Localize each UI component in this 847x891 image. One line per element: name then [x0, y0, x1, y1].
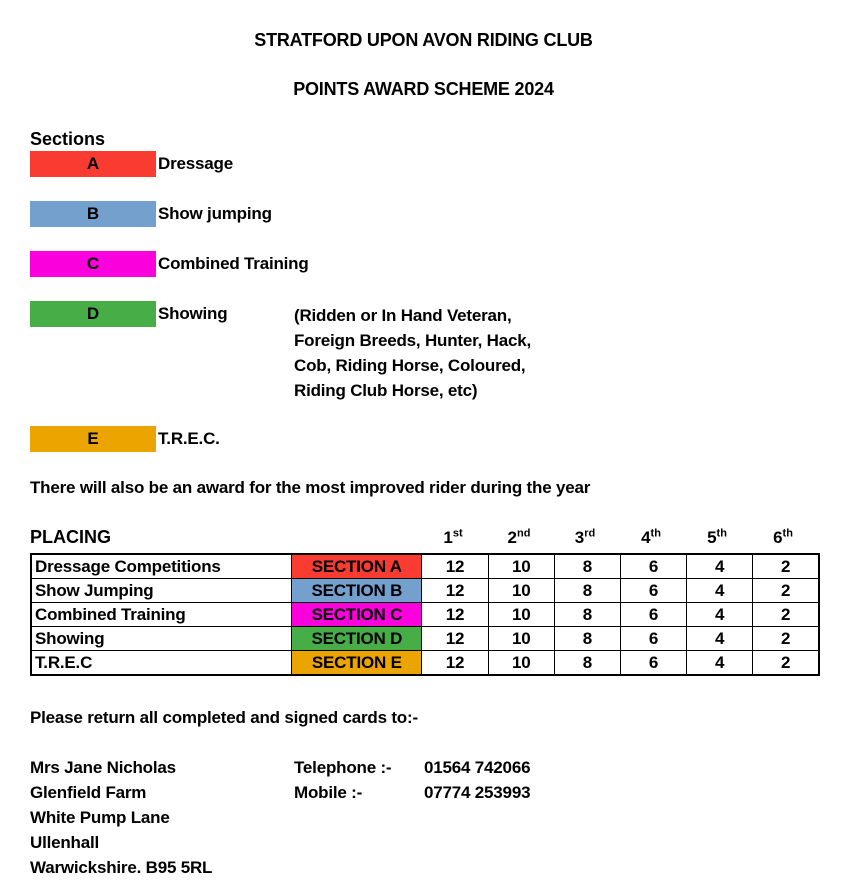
sections-heading: Sections	[30, 129, 106, 149]
address-block	[30, 755, 212, 880]
activity-cell: Showing	[31, 627, 292, 651]
points-cell: 6	[620, 627, 686, 651]
placing-label: PLACING	[30, 527, 111, 547]
section-cell: SECTION D	[292, 627, 422, 651]
points-cell: 12	[422, 651, 488, 676]
section-cell: SECTION C	[292, 603, 422, 627]
points-cell: 8	[554, 554, 620, 579]
contact-value: 07774 253993	[424, 783, 531, 802]
contact-row	[294, 755, 530, 780]
points-cell: 8	[554, 603, 620, 627]
points-cell: 10	[488, 627, 554, 651]
legend-row	[30, 301, 227, 327]
section-d-note	[294, 303, 531, 403]
address-line: Warwickshire. B95 5RL	[30, 858, 213, 877]
page-title: STRATFORD UPON AVON RIDING CLUB	[254, 30, 593, 50]
points-cell: 12	[422, 579, 488, 603]
section-label: Combined Training	[158, 254, 309, 273]
points-cell: 10	[488, 579, 554, 603]
section-cell: SECTION B	[292, 579, 422, 603]
points-cell: 2	[753, 651, 819, 676]
section-label: T.R.E.C.	[158, 429, 220, 448]
section-color-bar	[30, 201, 156, 227]
contact-value: 01564 742066	[424, 758, 531, 777]
table-row	[31, 651, 819, 676]
points-cell: 12	[422, 554, 488, 579]
contact-row	[294, 780, 530, 805]
section-letter: A	[86, 154, 100, 173]
section-letter: D	[86, 304, 100, 323]
section-letter: E	[87, 429, 99, 448]
activity-cell: Show Jumping	[31, 579, 292, 603]
table-header-row	[30, 527, 820, 548]
points-cell: 8	[554, 579, 620, 603]
legend-row	[30, 426, 220, 452]
ordinal-header: 3rd	[574, 527, 596, 547]
ordinal-header: 1st	[443, 527, 463, 547]
points-cell: 2	[753, 627, 819, 651]
table-row	[31, 579, 819, 603]
points-cell: 4	[687, 554, 753, 579]
section-color-bar	[30, 426, 156, 452]
section-letter: C	[86, 254, 100, 273]
return-instruction: Please return all completed and signed cards to:-	[30, 708, 418, 727]
section-color-bar	[30, 251, 156, 277]
points-cell: 10	[488, 651, 554, 676]
section-label: Show jumping	[158, 204, 272, 223]
points-cell: 6	[620, 603, 686, 627]
points-cell: 8	[554, 627, 620, 651]
points-cell: 12	[422, 627, 488, 651]
points-cell: 10	[488, 603, 554, 627]
ordinal-header: 6th	[773, 527, 793, 547]
activity-cell: Combined Training	[31, 603, 292, 627]
points-cell: 2	[753, 579, 819, 603]
section-color-bar	[30, 301, 156, 327]
points-cell: 4	[687, 579, 753, 603]
section-cell: SECTION A	[292, 554, 422, 579]
points-cell: 4	[687, 651, 753, 676]
improved-rider-note: There will also be an award for the most improved rider during the year	[30, 478, 591, 497]
ordinal-header: 4th	[641, 527, 661, 547]
address-line: Ullenhall	[30, 833, 100, 852]
points-cell: 12	[422, 603, 488, 627]
points-cell: 4	[687, 603, 753, 627]
address-line: Glenfield Farm	[30, 783, 147, 802]
activity-cell: Dressage Competitions	[31, 554, 292, 579]
points-cell: 6	[620, 579, 686, 603]
note-line: (Ridden or In Hand Veteran,	[294, 306, 512, 325]
points-cell: 6	[620, 554, 686, 579]
points-cell: 10	[488, 554, 554, 579]
legend-row	[30, 201, 272, 227]
table-row	[31, 627, 819, 651]
table-row	[31, 603, 819, 627]
table-row	[31, 554, 819, 579]
points-cell: 8	[554, 651, 620, 676]
contact-label: Telephone :-	[294, 758, 392, 777]
address-line: Mrs Jane Nicholas	[30, 758, 176, 777]
points-cell: 4	[687, 627, 753, 651]
page-subtitle: POINTS AWARD SCHEME 2024	[293, 79, 554, 99]
note-line: Foreign Breeds, Hunter, Hack,	[294, 331, 531, 350]
section-label: Showing	[158, 304, 228, 323]
points-table	[30, 553, 820, 676]
note-line: Cob, Riding Horse, Coloured,	[294, 356, 526, 375]
points-cell: 2	[753, 603, 819, 627]
ordinal-header: 5th	[707, 527, 727, 547]
address-line: White Pump Lane	[30, 808, 170, 827]
ordinal-header: 2nd	[507, 527, 531, 547]
note-line: Riding Club Horse, etc)	[294, 381, 478, 400]
contacts-block	[294, 755, 530, 805]
contact-label: Mobile :-	[294, 783, 363, 802]
legend-row	[30, 251, 309, 277]
activity-cell: T.R.E.C	[31, 651, 292, 676]
section-label: Dressage	[158, 154, 233, 173]
section-letter: B	[86, 204, 100, 223]
points-cell: 2	[753, 554, 819, 579]
points-cell: 6	[620, 651, 686, 676]
section-cell: SECTION E	[292, 651, 422, 676]
legend-row	[30, 151, 233, 177]
section-color-bar	[30, 151, 156, 177]
